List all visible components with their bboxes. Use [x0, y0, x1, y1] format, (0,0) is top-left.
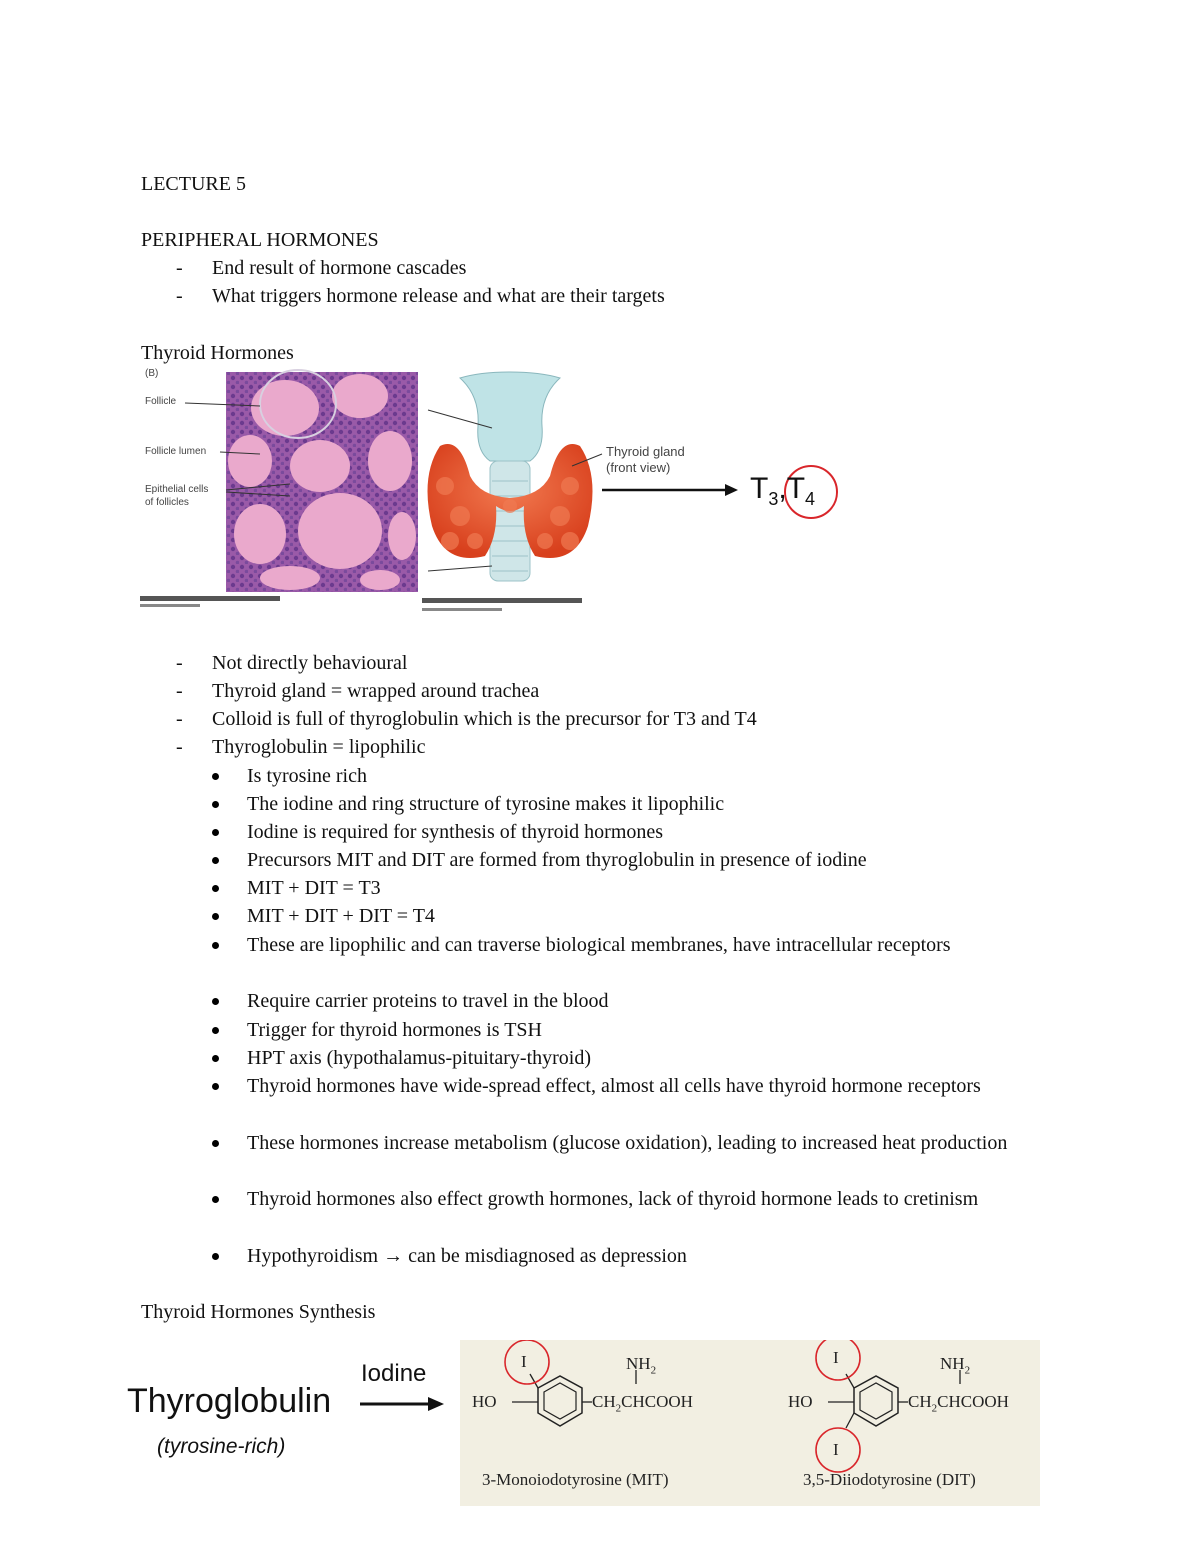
- list-item: - Thyroglobulin = lipophilic: [176, 736, 426, 758]
- bullet-icon: [212, 1196, 219, 1203]
- tyrosine-rich-label: (tyrosine-rich): [157, 1435, 286, 1458]
- mit-hydroxyl-group: HO: [472, 1392, 497, 1411]
- dit-iodine-top: I: [833, 1348, 839, 1367]
- mit-name: 3-Monoiodotyrosine (MIT): [482, 1470, 669, 1489]
- dit-name: 3,5-Diiodotyrosine (DIT): [803, 1470, 976, 1489]
- bullet-icon: [212, 913, 219, 920]
- bullet-icon: [212, 829, 219, 836]
- list-item: - Not directly behavioural: [176, 652, 408, 674]
- list-item: - Thyroid gland = wrapped around trachea: [176, 680, 540, 702]
- mit-side-chain: $CH_2CHCOOH$: [592, 1392, 693, 1415]
- chem-structures-panel: [460, 1340, 1040, 1506]
- list-item: - Colloid is full of thyroglobulin which is the precursor for T3 and T4: [176, 708, 757, 730]
- synthesis-heading: Thyroid Hormones Synthesis: [141, 1301, 376, 1323]
- iodine-label: Iodine: [361, 1360, 427, 1387]
- thyroid-heading: Thyroid Hormones: [141, 342, 294, 364]
- thyroglobulin-label: Thyroglobulin: [127, 1382, 332, 1420]
- bullet-icon: [212, 942, 219, 949]
- bullet-icon: [212, 885, 219, 892]
- label-thyroid-gland: Thyroid gland: [606, 444, 685, 459]
- dit-amine-group: $NH_2$: [940, 1354, 971, 1377]
- bullet-icon: [212, 1055, 219, 1062]
- thyroid-figure: [140, 366, 860, 616]
- list-item: - What triggers hormone release and what are their targets: [176, 285, 665, 307]
- label-epithelial-cells: Epithelial cells: [145, 484, 209, 495]
- mit-iodine-atom: I: [521, 1352, 527, 1371]
- bullet-icon: [212, 801, 219, 808]
- mit-amine-group: $NH_2$: [626, 1354, 657, 1377]
- dit-side-chain: $CH_2CHCOOH$: [908, 1392, 1009, 1415]
- label-epithelial-cells-2: of follicles: [145, 497, 189, 508]
- label-follicle-lumen: Follicle lumen: [145, 446, 207, 457]
- label-front-view: (front view): [606, 460, 671, 475]
- bullet-icon: [212, 857, 219, 864]
- list-item: - End result of hormone cascades: [176, 257, 467, 279]
- dit-hydroxyl-group: HO: [788, 1392, 813, 1411]
- bullet-icon: [212, 1027, 219, 1034]
- figure-panel-tag: (B): [145, 368, 159, 379]
- t3-t4-label: $T_3,T_4$: [750, 472, 816, 509]
- lecture-title: LECTURE 5: [141, 173, 246, 195]
- bullet-icon: [212, 773, 219, 780]
- bullet-icon: [212, 1140, 219, 1147]
- bullet-icon: [212, 998, 219, 1005]
- label-follicle: Follicle: [145, 396, 177, 407]
- bullet-icon: [212, 1253, 219, 1260]
- bullet-icon: [212, 1083, 219, 1090]
- dit-iodine-bottom: I: [833, 1440, 839, 1459]
- arrow-icon: [360, 1394, 446, 1414]
- section-title: PERIPHERAL HORMONES: [141, 229, 379, 251]
